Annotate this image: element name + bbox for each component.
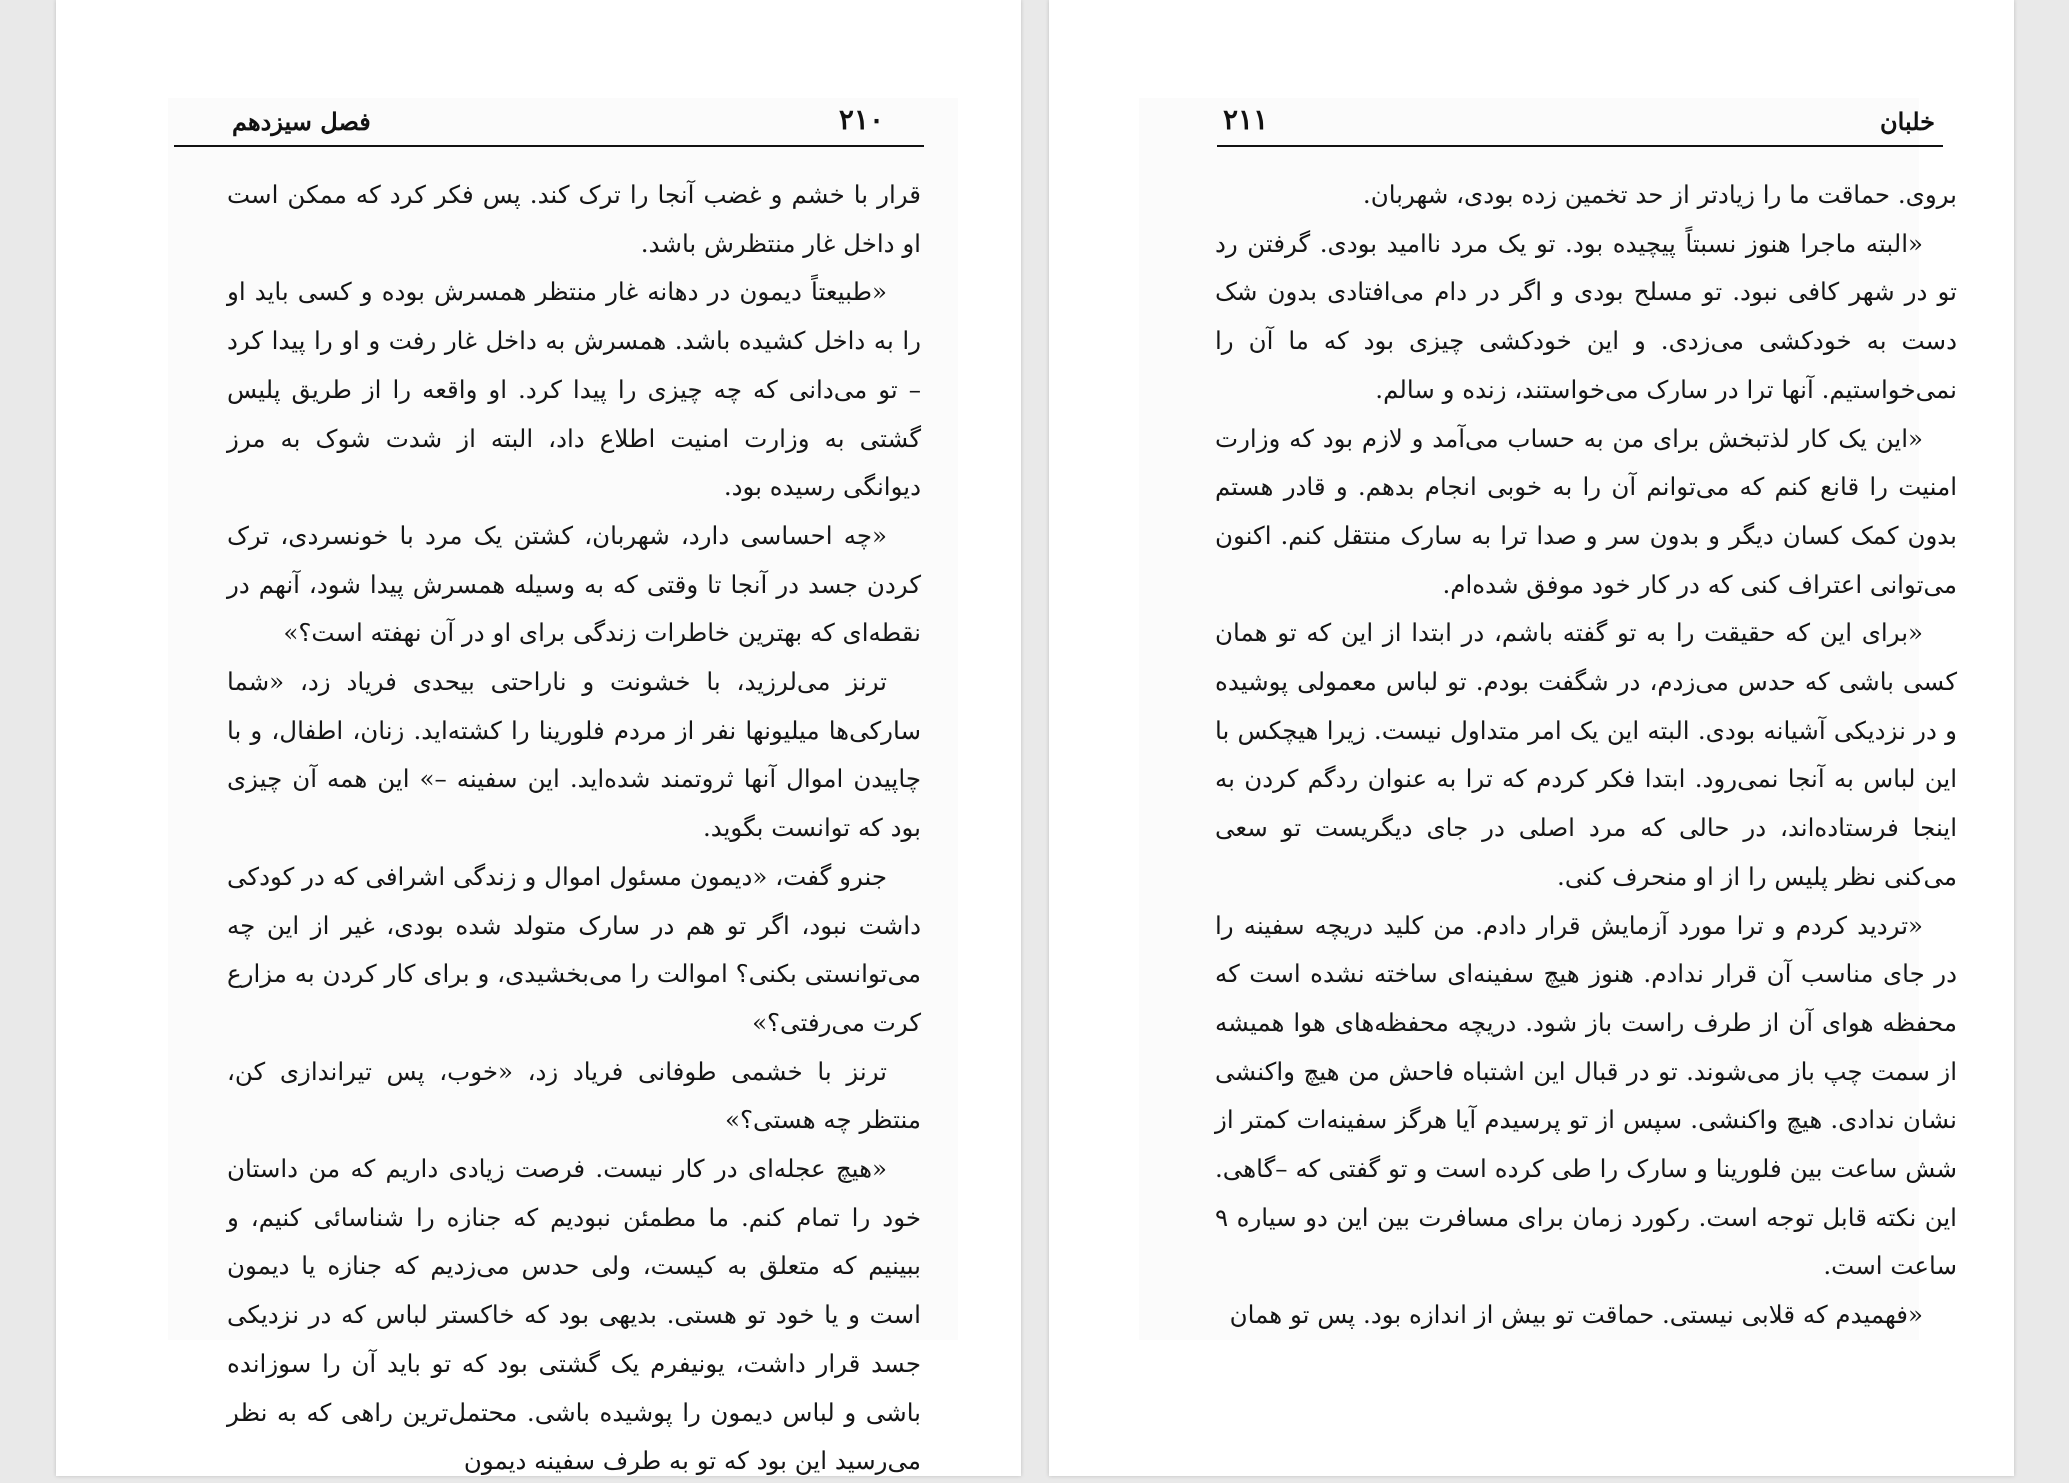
chapter-title: فصل سیزدهم (232, 107, 371, 136)
running-header (174, 103, 924, 147)
paragraph: «برای این که حقیقت را به تو گفته باشم، در ابتدا از این که تو همان کسی باشی که حدس می‌زدم، در شگفت بودم. تو لباس معمولی پوشیده و در نزدیکی آشیانه بودی. البته این یک امر متداول نیست. زیرا هیچکس با این لباس به آنجا نمی‌رود. ابتدا فکر کردم که ترا به عنوان ردگم کردن به اینجا فرستاده‌اند، در حالی که مرد اصلی در جای دیگریست تو سعی می‌کنی نظر پلیس را از او منحرف کنی. (1215, 618, 1957, 891)
paragraph: بروی. حماقت ما را زیادتر از حد تخمین زده بودی، شهربان. (1362, 180, 1957, 209)
book-title: خلبان (1880, 107, 1935, 136)
paragraph: «فهمیدم که قلابی نیستی. حماقت تو بیش از اندازه بود. پس تو همان (1229, 1300, 1923, 1330)
paragraph: ترنز با خشمی طوفانی فریاد زد، «خوب، پس تیراندازی کن، منتظر چه هستی؟» (227, 1056, 921, 1135)
right-book-page (1049, 0, 2014, 1476)
paragraph: «طبیعتاً دیمون در دهانه غار منتظر همسرش بوده و کسی باید او را به داخل کشیده باشد. همسرش به داخل غار رفت و او را پیدا کرد – تو می‌دانی که چه چیزی را پیدا کرد. او واقعه را از طریق پلیس گشتی به وزارت امنیت اطلاع داد، البته از شدت شوک به مرز دیوانگی رسیده بود. (227, 277, 921, 502)
paragraph: «هیچ عجله‌ای در کار نیست. فرصت زیادی داریم که من داستان خود را تمام کنم. ما مطمئن نبودیم که جنازه را شناسائی کنیم، و ببینیم که متعلق به کیست، ولی حدس می‌زدیم که جنازه یا دیمون است و یا خود تو هستی. بدیهی بود که خاکستر لباس که در نزدیکی جسد قرار داشت، یونیفرم یک گشتی بود که تو باید آن را سوزانده باشی و لباس دیمون را پوشیده باشی. محتمل‌ترین راهی که به نظر می‌رسید این بود که تو به طرف سفینه دیمون (227, 1154, 921, 1476)
page-number: ۲۱۱ (1223, 103, 1269, 136)
left-book-page (56, 0, 1021, 1476)
page-number: ۲۱۰ (838, 103, 884, 136)
running-header (1217, 103, 1943, 147)
page-body-text (1215, 171, 1957, 1340)
paragraph: قرار با خشم و غضب آنجا را ترک کند. پس فکر کرد که ممکن است او داخل غار منتظرش باشد. (227, 180, 921, 258)
paragraph: «این یک کار لذتبخش برای من به حساب می‌آمد و لازم بود که وزارت امنیت را قانع کنم که می‌توانم آن را به خوبی انجام بدهم. و قادر هستم بدون کمک کسان دیگر و بدون سر و صدا ترا به سارک منتقل کنم. اکنون می‌توانی اعتراف کنی که در کار خود موفق شده‌ام. (1215, 423, 1957, 599)
page-body-text (227, 171, 921, 1476)
paragraph: «چه احساسی دارد، شهربان، کشتن یک مرد با خونسردی، ترک کردن جسد در آنجا تا وقتی که به وسیله همسرش پیدا شود، آنهم در نقطه‌ای که بهترین خاطرات زندگی برای او در آن نهفته است؟» (227, 520, 921, 648)
paragraph: «تردید کردم و ترا مورد آزمایش قرار دادم. من کلید دریچه سفینه را در جای مناسب آن قرار ندادم. هنوز هیچ سفینه‌ای ساخته نشده است که محفظه هوای آن از طرف راست باز شود. دریچه محفظه‌های هوا همیشه از سمت چپ باز می‌شوند. تو در قبال این اشتباه فاحش من هیچ واکنشی نشان ندادی. هیچ واکنشی. سپس از تو پرسیدم آیا هرگز سفینه‌ات کمتر از شش ساعت بین فلورینا و سارک را طی کرده است و تو گفتی که –گاهی. این نکته قابل توجه است. رکورد زمان برای مسافرت بین این دو سیاره ۹ ساعت است. (1215, 910, 1957, 1281)
paragraph: ترنز می‌لرزید، با خشونت و ناراحتی بیحدی فریاد زد، «شما سارکی‌ها میلیونها نفر از مردم فلورینا را کشته‌اید. زنان، اطفال، و با چاپیدن اموال آنها ثروتمند شده‌اید. این سفینه –» این همه آن چیزی بود که توانست بگوید. (227, 667, 921, 843)
paragraph: «البته ماجرا هنوز نسبتاً پیچیده بود. تو یک مرد ناامید بودی. گرفتن رد تو در شهر کافی نبود. تو مسلح بودی و اگر در دام می‌افتادی بدون شک دست به خودکشی می‌زدی. و این خودکشی چیزی بود که ما آن را نمی‌خواستیم. آنها ترا در سارک می‌خواستند، زنده و سالم. (1215, 228, 1957, 404)
paragraph: جنرو گفت، «دیمون مسئول اموال و زندگی اشرافی که در کودکی داشت نبود، اگر تو هم در سارک متولد شده بودی، غیر از این چه می‌توانستی بکنی؟ اموالت را می‌بخشیدی، و برای کار کردن به مزارع کرت می‌رفتی؟» (227, 861, 921, 1037)
